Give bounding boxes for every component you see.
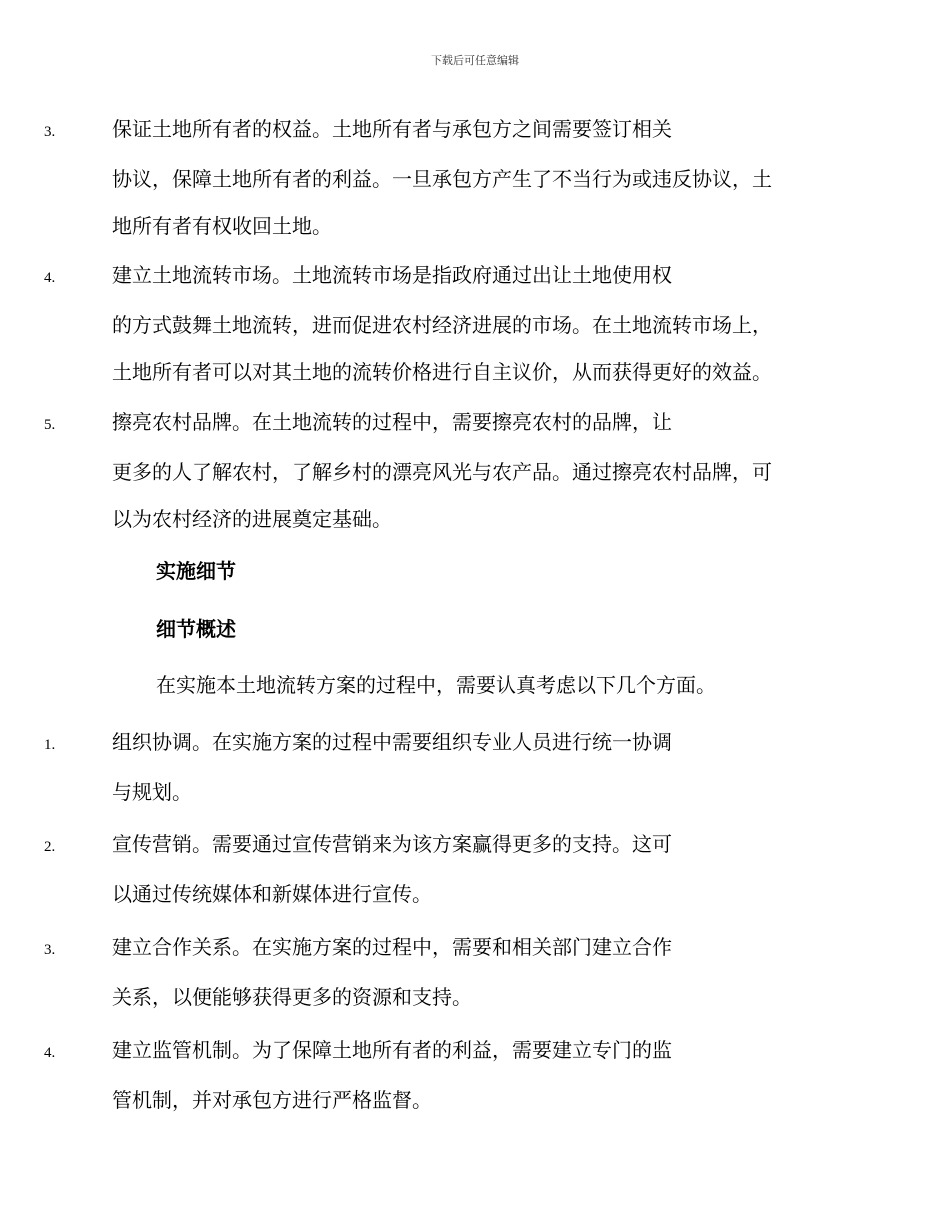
intro-paragraph: 在实施本土地流转方案的过程中，需要认真考虑以下几个方面。 — [156, 673, 716, 697]
list-item-text-line: 土地所有者可以对其土地的流转价格进行自主议价，从而获得更好的效益。 — [112, 360, 772, 384]
list-item — [44, 719, 834, 816]
list-item-number: 3. — [44, 124, 56, 140]
section-heading: 实施细节 — [156, 559, 236, 583]
list-item-first-line — [0, 924, 834, 974]
list-item-text-line: 与规划。 — [112, 780, 192, 804]
list-item-text: 建立监管机制。为了保障土地所有者的利益，需要建立专门的监 — [112, 1038, 672, 1062]
list-item-text: 保证土地所有者的权益。土地所有者与承包方之间需要签订相关 — [112, 117, 672, 141]
list-item-text-line: 以为农村经济的进展奠定基础。 — [112, 507, 392, 531]
list-item-text-line: 的方式鼓舞土地流转，进而促进农村经济进展的市场。在土地流转市场上， — [112, 313, 772, 337]
list-item — [44, 106, 834, 250]
list-item-text: 建立土地流转市场。土地流转市场是指政府通过出让土地使用权 — [112, 263, 672, 287]
subsection-heading: 细节概述 — [156, 617, 236, 641]
list-item-number: 3. — [44, 942, 56, 958]
list-item-first-line — [0, 252, 834, 302]
list-item — [44, 1027, 834, 1124]
list-item-text-line: 关系，以便能够获得更多的资源和支持。 — [112, 985, 472, 1009]
list-item-number: 4. — [44, 270, 56, 286]
list-item — [44, 924, 834, 1021]
list-item-first-line — [0, 821, 834, 871]
list-item-number: 2. — [44, 839, 56, 855]
list-item-text: 组织协调。在实施方案的过程中需要组织专业人员进行统一协调 — [112, 730, 672, 754]
list-item-text-line: 以通过传统媒体和新媒体进行宣传。 — [112, 882, 432, 906]
list-item-first-line — [0, 719, 834, 769]
list-item-text-line: 地所有者有权收回土地。 — [112, 214, 332, 238]
list-item-text: 建立合作关系。在实施方案的过程中，需要和相关部门建立合作 — [112, 935, 672, 959]
list-item-text-line: 协议，保障土地所有者的利益。一旦承包方产生了不当行为或违反协议，土 — [112, 167, 772, 191]
list-item — [44, 821, 834, 918]
page-header: 下载后可任意编辑 — [431, 54, 519, 67]
list-item-number: 5. — [44, 417, 56, 433]
list-item-first-line — [0, 106, 834, 156]
list-item-text: 擦亮农村品牌。在土地流转的过程中，需要擦亮农村的品牌，让 — [112, 410, 672, 434]
list-item-first-line — [0, 1027, 834, 1077]
list-item-first-line — [0, 399, 834, 449]
list-item — [44, 252, 834, 396]
list-item-number: 4. — [44, 1045, 56, 1061]
list-item-text: 宣传营销。需要通过宣传营销来为该方案赢得更多的支持。这可 — [112, 832, 672, 856]
list-item-number: 1. — [44, 737, 56, 753]
list-item-text-line: 管机制，并对承包方进行严格监督。 — [112, 1088, 432, 1112]
list-item-text-line: 更多的人了解农村，了解乡村的漂亮风光与农产品。通过擦亮农村品牌，可 — [112, 460, 772, 484]
list-item — [44, 399, 834, 543]
